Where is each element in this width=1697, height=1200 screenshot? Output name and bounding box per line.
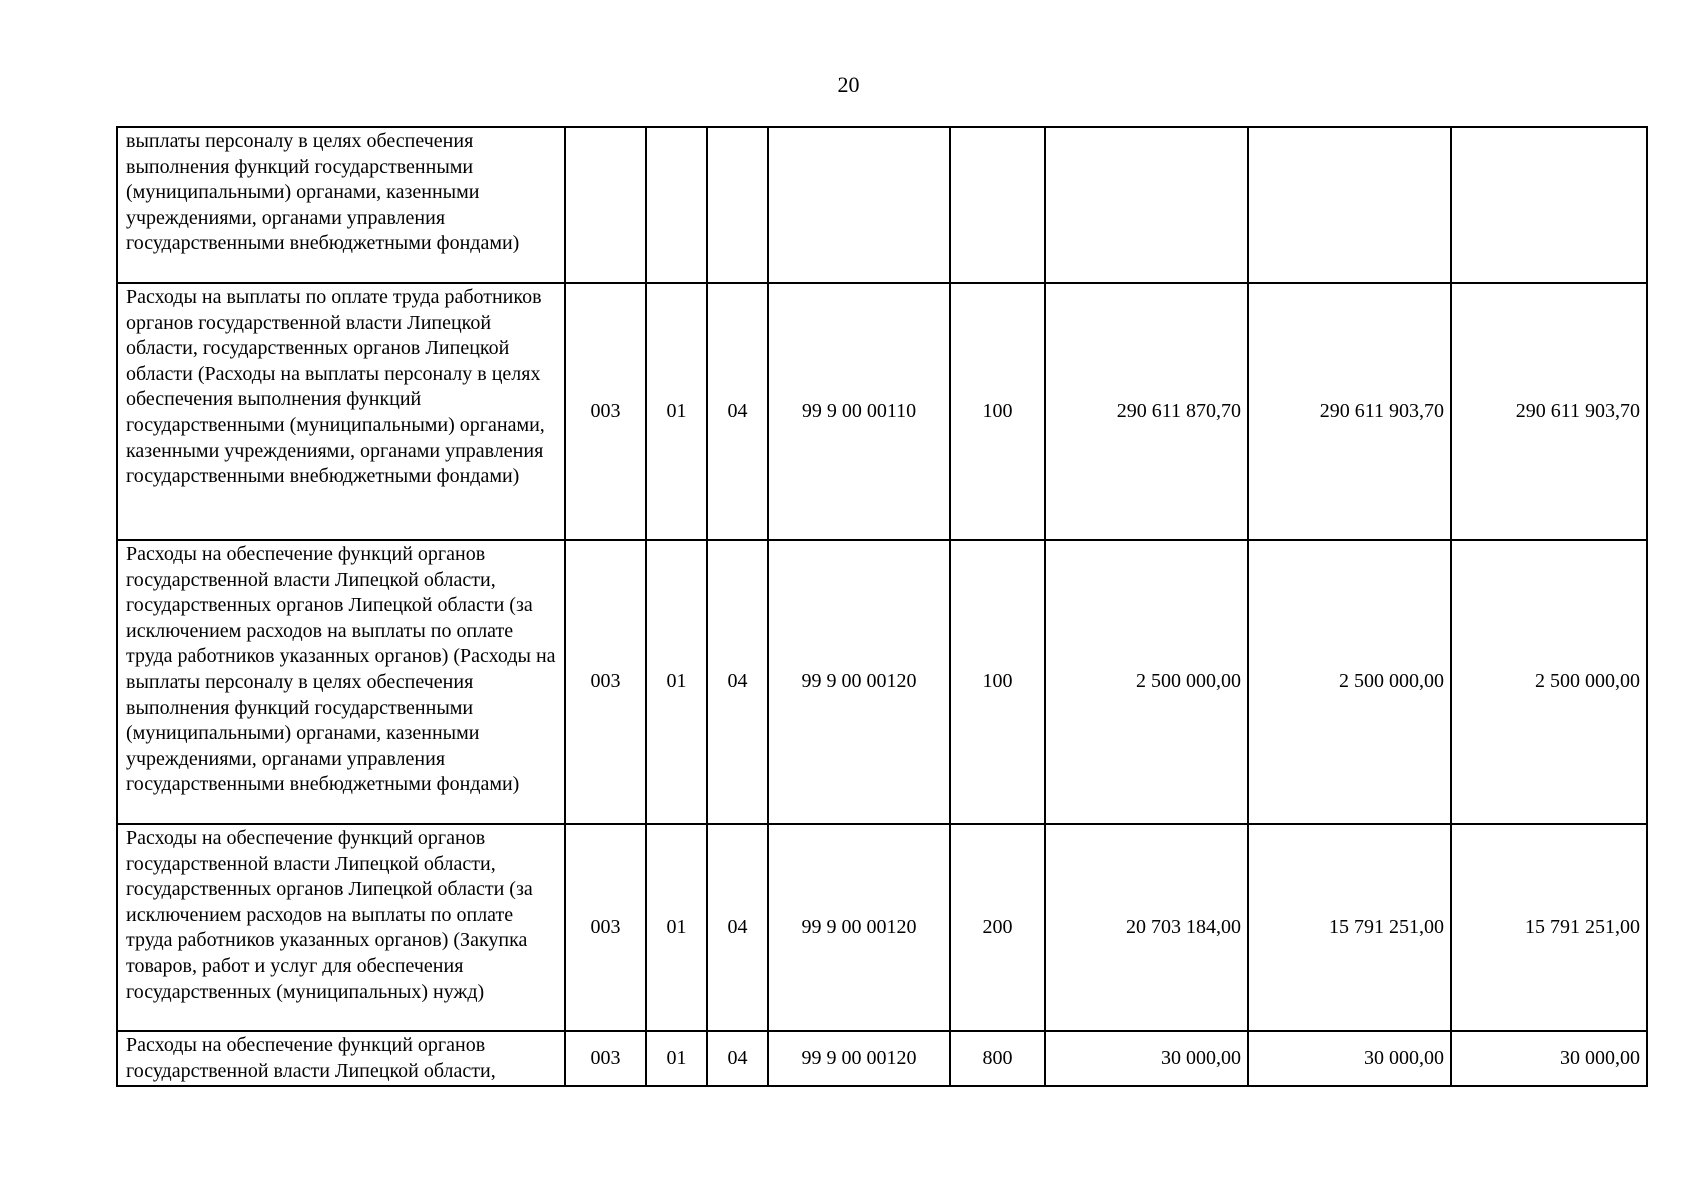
subsection-code: 04 [707,283,768,540]
expense-type-code: 800 [950,1031,1045,1086]
expense-type-code: 100 [950,283,1045,540]
expense-description: Расходы на обеспечение функций органов государственной власти Липецкой области, государственных органов Липецкой области (за исключением расходов на выплаты по оплате труда работников указанных органов) (Расходы на выплаты персоналу в целях обеспечения выполнения функций государственными (муниципальными) органами, казенными учреждениями, органами управления государственными внебюджетными фондами) [117,540,565,824]
ministry-code: 003 [565,283,646,540]
subsection-code: 04 [707,540,768,824]
amount-3 [1451,127,1647,283]
amount-3: 30 000,00 [1451,1031,1647,1086]
section-code: 01 [646,283,707,540]
subsection-code: 04 [707,1031,768,1086]
subsection-code: 04 [707,824,768,1031]
subsection-code [707,127,768,283]
expense-type-code: 200 [950,824,1045,1031]
target-article-code: 99 9 00 00110 [768,283,950,540]
ministry-code: 003 [565,1031,646,1086]
expense-description: выплаты персоналу в целях обеспечения выполнения функций государственными (муниципальными) органами, казенными учреждениями, органами управления государственными внебюджетными фондами) [117,127,565,283]
amount-1: 30 000,00 [1045,1031,1248,1086]
expense-description: Расходы на выплаты по оплате труда работников органов государственной власти Липецкой области, государственных органов Липецкой области (Расходы на выплаты персоналу в целях обеспечения выполнения функций государственными (муниципальными) органами, казенными учреждениями, органами управления государственными внебюджетными фондами) [117,283,565,540]
section-code: 01 [646,1031,707,1086]
section-code: 01 [646,540,707,824]
budget-expenditure-table [116,126,1648,1087]
table-row [117,1031,1647,1086]
amount-1 [1045,127,1248,283]
ministry-code: 003 [565,540,646,824]
amount-3: 290 611 903,70 [1451,283,1647,540]
page-number: 20 [837,72,860,97]
section-code: 01 [646,824,707,1031]
amount-3: 15 791 251,00 [1451,824,1647,1031]
target-article-code: 99 9 00 00120 [768,1031,950,1086]
target-article-code: 99 9 00 00120 [768,824,950,1031]
expense-type-code [950,127,1045,283]
ministry-code [565,127,646,283]
target-article-code: 99 9 00 00120 [768,540,950,824]
amount-1: 2 500 000,00 [1045,540,1248,824]
expense-description: Расходы на обеспечение функций органов государственной власти Липецкой области, государственных органов Липецкой области (за исключением расходов на выплаты по оплате труда работников указанных органов) (Закупка товаров, работ и услуг для обеспечения государственных (муниципальных) нужд) [117,824,565,1031]
amount-3: 2 500 000,00 [1451,540,1647,824]
amount-2: 15 791 251,00 [1248,824,1451,1031]
table-row [117,283,1647,540]
section-code [646,127,707,283]
table-row [117,127,1647,283]
target-article-code [768,127,950,283]
amount-2 [1248,127,1451,283]
amount-2: 290 611 903,70 [1248,283,1451,540]
amount-2: 30 000,00 [1248,1031,1451,1086]
table-row [117,540,1647,824]
expense-description: Расходы на обеспечение функций органов государственной власти Липецкой области, [117,1031,565,1086]
table-row [117,824,1647,1031]
amount-1: 20 703 184,00 [1045,824,1248,1031]
amount-2: 2 500 000,00 [1248,540,1451,824]
ministry-code: 003 [565,824,646,1031]
amount-1: 290 611 870,70 [1045,283,1248,540]
expense-type-code: 100 [950,540,1045,824]
